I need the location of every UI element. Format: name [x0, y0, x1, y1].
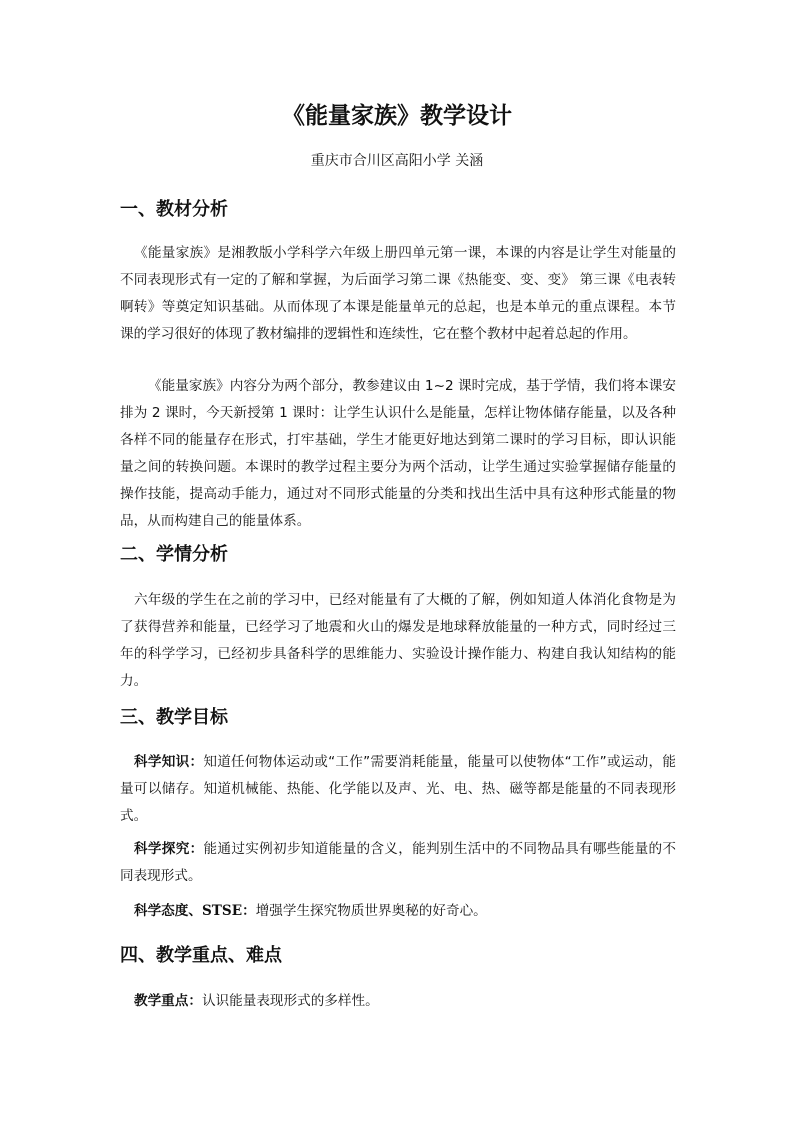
section-heading-teaching-goals: 三、教学目标 — [120, 707, 228, 728]
document-title: 《能量家族》教学设计 — [282, 102, 512, 129]
goal-label: 科学探究： — [134, 841, 204, 857]
goal-text: 知道任何物体运动或“工作”需要消耗能量，能量可以使物体“工作”或运动，能量可以储存。知道机械能、热能、化学能以及声、光、电、热、磁等都是能量的不同表现形式。 — [120, 754, 676, 824]
goal-item — [120, 898, 676, 925]
goal-text: 增强学生探究物质世界奥秘的好奇心。 — [255, 903, 487, 919]
goal-item — [120, 749, 676, 830]
goal-text: 能通过实例初步知道能量的含义，能判别生活中的不同物品具有哪些能量的不同表现形式。 — [120, 841, 677, 884]
goal-item — [120, 836, 676, 890]
key-point-text: 认识能量表现形式的多样性。 — [201, 993, 379, 1009]
section-paragraph: 《能量家族》内容分为两个部分，教参建议由 1~2 课时完成，基于学情，我们将本课安排为 2 课时，今天新授第 1 课时：让学生认识什么是能量，怎样让物体储存能量，以及各种各样不同的能量存在形式，打牢基础，学生才能更好地达到第二课时的学习目标，即认识能量之间的转换问题。本课时的教学过程主要分为两个活动，让学生通过实验掌握储存能量的操作技能，提高动手能力，通过对不同形式能量的分类和找出生活中具有这种形式能量的物品，从而构建自己的能量体系。 — [120, 378, 676, 529]
key-point-item — [120, 988, 676, 1015]
goal-label: 科学知识： — [134, 754, 204, 770]
section-heading-textbook-analysis: 一、教材分析 — [120, 199, 228, 220]
goal-label: 科学态度、STSE： — [134, 903, 256, 919]
section-paragraph: 六年级的学生在之前的学习中，已经对能量有了大概的了解，例如知道人体消化食物是为了获得营养和能量，已经学习了地震和火山的爆发是地球释放能量的一种方式，同时经过三年的科学学习，已经初步具备科学的思维能力、实验设计操作能力、构建自我认知结构的能力。 — [120, 592, 676, 689]
section-heading-student-analysis: 二、学情分析 — [120, 544, 228, 565]
document-author: 重庆市合川区高阳小学 关涵 — [310, 153, 484, 169]
key-point-label: 教学重点： — [134, 993, 202, 1009]
section-paragraph: 《能量家族》是湘教版小学科学六年级上册四单元第一课，本课的内容是让学生对能量的不同表现形式有一定的了解和掌握，为后面学习第二课《热能变、变、变》 第三课《电表转啊转》等奠定知识基础。从而体现了本课是能量单元的总起，也是本单元的重点课程。本节课的学习很好的体现了教材编排的逻辑性和连续性，它在整个教材中起着总起的作用。 — [120, 245, 676, 342]
section-heading-key-points: 四、教学重点、难点 — [120, 945, 282, 966]
